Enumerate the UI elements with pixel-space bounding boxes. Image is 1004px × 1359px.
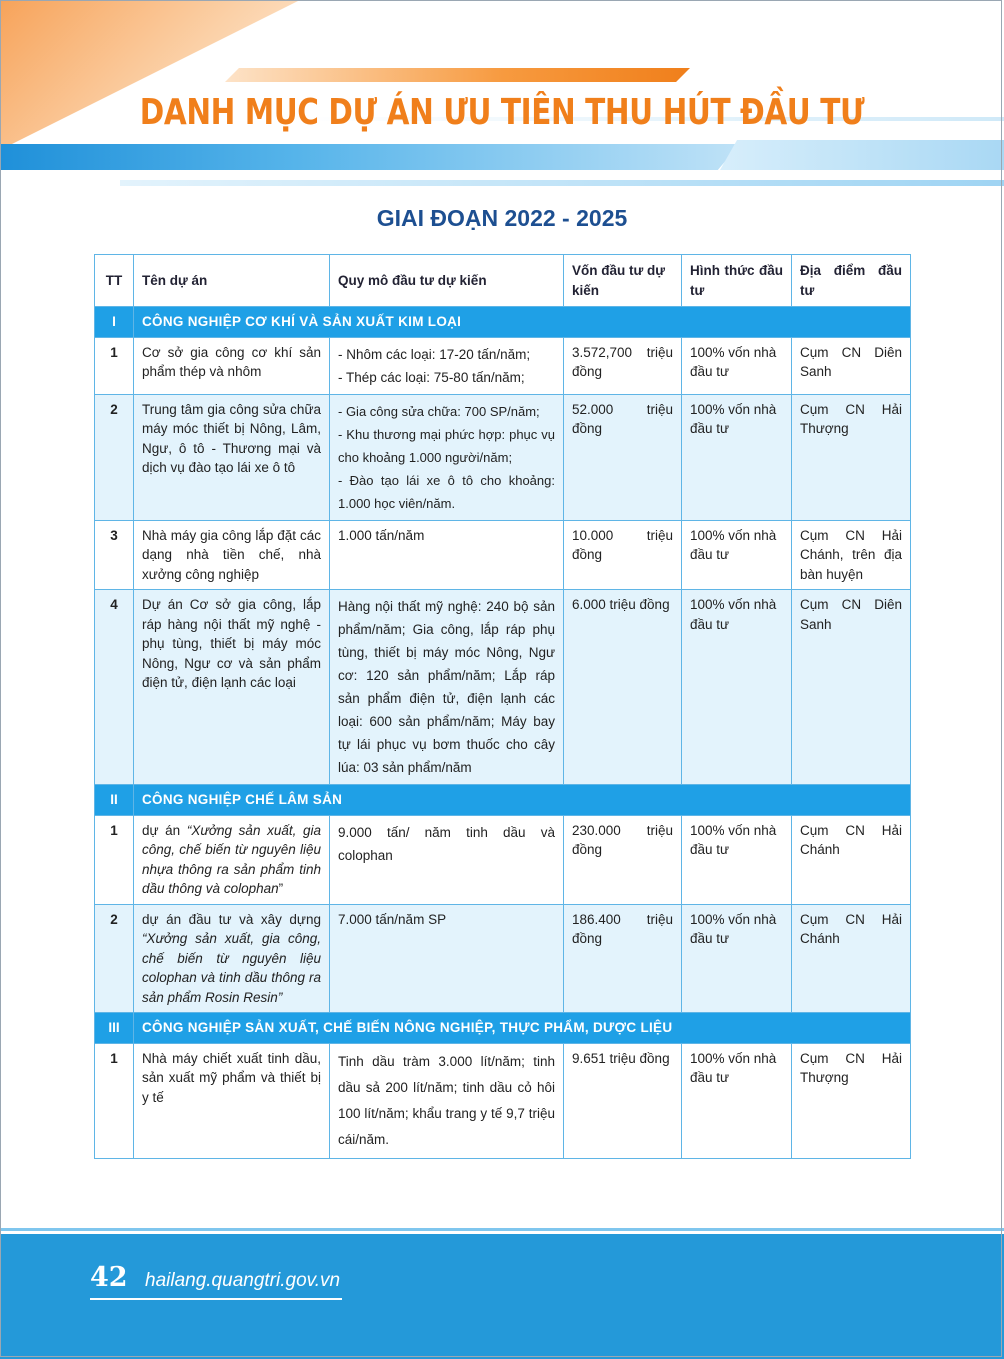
project-name-prefix: dự án đầu tư và xây dựng: [142, 911, 321, 927]
column-header-tt: TT: [95, 255, 134, 307]
project-form: 100% vốn nhà đầu tư: [682, 815, 792, 904]
row-number: 4: [95, 590, 134, 785]
project-scale: [330, 815, 564, 904]
table-row: [95, 337, 911, 394]
header-decoration-blue-bar-right: [720, 140, 1004, 170]
scale-line: - Nhôm các loại: 17-20 tấn/năm;: [338, 346, 531, 362]
column-header-capital: Vốn đầu tư dự kiến: [564, 255, 682, 307]
project-capital: 6.000 triệu đồng: [564, 590, 682, 785]
project-name: Cơ sở gia công cơ khí sản phẩm thép và nhôm: [134, 337, 330, 394]
page-subtitle: GIAI ĐOẠN 2022 - 2025: [376, 205, 628, 231]
table-row: [95, 1043, 911, 1158]
project-name-italic: “Xưởng sản xuất, gia công, chế biến từ nguyên liệu nhựa thông ra sản phẩm tinh dầu thông và colophan: [142, 822, 321, 896]
table-row: [95, 590, 911, 785]
table-header-row: [95, 255, 911, 307]
project-location: Cụm CN Hải Chánh, trên địa bàn huyện: [792, 520, 911, 590]
row-number: 2: [95, 394, 134, 520]
scale-line: Hàng nội thất mỹ nghệ: 240 bộ sản phẩm/năm; Gia công, lắp ráp phụ tùng, thiết bị máy móc Nông, Ngư cơ: 120 sản phẩm/năm; Lắp ráp sản phẩm điện tử, điện lạnh các loại: 600 sản phẩm/năm; Máy bay tự lái phục vụ bơm thuốc cho cây lúa: 03 sản phẩm/năm: [338, 599, 555, 775]
scale-line: 9.000 tấn/ năm tinh dầu và colophan: [338, 824, 555, 863]
scale-line: - Gia công sửa chữa: 700 SP/năm;: [338, 403, 540, 419]
project-location: Cụm CN Diên Sanh: [792, 337, 911, 394]
section-number: I: [95, 307, 134, 338]
page-number: 42: [90, 1262, 128, 1293]
project-form: 100% vốn nhà đầu tư: [682, 904, 792, 1013]
footer-divider: [0, 1228, 1004, 1231]
table-row: [95, 815, 911, 904]
table-row: [95, 394, 911, 520]
project-name-italic: “Xưởng sản xuất, gia công, chế biến từ nguyên liệu colophan và tinh dầu thông ra sản phẩm Rosin Resin”: [142, 931, 321, 1005]
project-scale: [330, 904, 564, 1013]
project-form: 100% vốn nhà đầu tư: [682, 590, 792, 785]
project-scale: [330, 590, 564, 785]
column-header-scale: Quy mô đầu tư dự kiến: [330, 255, 564, 307]
table-row: [95, 904, 911, 1013]
footer-underline: [90, 1298, 342, 1300]
column-header-form: Hình thức đầu tư: [682, 255, 792, 307]
project-location: Cụm CN Hải Thượng: [792, 394, 911, 520]
website-link[interactable]: hailang.quangtri.gov.vn: [145, 1270, 341, 1291]
section-label: CÔNG NGHIỆP CHẾ LÂM SẢN: [134, 785, 911, 816]
column-header-name: Tên dự án: [134, 255, 330, 307]
project-form: 100% vốn nhà đầu tư: [682, 520, 792, 590]
project-name-suffix: ”: [278, 881, 284, 896]
project-scale: [330, 520, 564, 590]
header-decoration-blue-bar: [0, 144, 740, 170]
project-capital: 186.400 triệu đồng: [564, 904, 682, 1013]
column-header-location: Địa điểm đầu tư: [792, 255, 911, 307]
project-name: Nhà máy gia công lắp đặt các dạng nhà tiền chế, nhà xưởng công nghiệp: [134, 520, 330, 590]
project-capital: 10.000 triệu đồng: [564, 520, 682, 590]
project-name: Trung tâm gia công sửa chữa máy móc thiết bị Nông, Lâm, Ngư, ô tô - Thương mại và dịch vụ đào tạo lái xe ô tô: [134, 394, 330, 520]
footer-band: [0, 1234, 1004, 1359]
header-decoration-thin-bar: [120, 180, 1004, 186]
project-form: 100% vốn nhà đầu tư: [682, 394, 792, 520]
project-scale: [330, 394, 564, 520]
header-decoration-orange-bar: [225, 68, 690, 82]
project-location: Cụm CN Hải Chánh: [792, 904, 911, 1013]
scale-line: - Khu thương mại phức hợp: phục vụ cho khoảng 1.000 người/năm;: [338, 426, 555, 465]
project-location: Cụm CN Hải Chánh: [792, 815, 911, 904]
section-label: CÔNG NGHIỆP CƠ KHÍ VÀ SẢN XUẤT KIM LOẠI: [134, 307, 911, 338]
project-table: [94, 254, 911, 1159]
section-label: CÔNG NGHIỆP SẢN XUẤT, CHẾ BIẾN NÔNG NGHIỆP, THỰC PHẨM, DƯỢC LIỆU: [134, 1013, 911, 1044]
row-number: 1: [95, 815, 134, 904]
project-capital: 9.651 triệu đồng: [564, 1043, 682, 1158]
project-name: [134, 815, 330, 904]
project-name: [134, 904, 330, 1013]
project-capital: 230.000 triệu đồng: [564, 815, 682, 904]
section-row: [95, 307, 911, 338]
project-capital: 52.000 triệu đồng: [564, 394, 682, 520]
project-name-prefix: dự án: [142, 822, 187, 838]
scale-line: Tinh dầu tràm 3.000 lít/năm; tinh dầu sả 200 lít/năm; tinh dầu cỏ hôi 100 lít/năm; khẩu trang y tế 9,7 triệu cái/năm.: [338, 1053, 555, 1147]
row-number: 1: [95, 337, 134, 394]
section-row: [95, 1013, 911, 1044]
project-capital: 3.572,700 triệu đồng: [564, 337, 682, 394]
project-scale: [330, 337, 564, 394]
row-number: 2: [95, 904, 134, 1013]
section-number: II: [95, 785, 134, 816]
project-name: Dự án Cơ sở gia công, lắp ráp hàng nội thất mỹ nghệ - phụ tùng, thiết bị máy móc Nông, Ngư cơ và sản phẩm điện tử, điện lạnh các loại: [134, 590, 330, 785]
project-location: Cụm CN Hải Thượng: [792, 1043, 911, 1158]
table-row: [95, 520, 911, 590]
project-name: Nhà máy chiết xuất tinh dầu, sản xuất mỹ phẩm và thiết bị y tế: [134, 1043, 330, 1158]
section-row: [95, 785, 911, 816]
scale-line: 7.000 tấn/năm SP: [338, 911, 447, 927]
project-form: 100% vốn nhà đầu tư: [682, 337, 792, 394]
scale-line: - Thép các loại: 75-80 tấn/năm;: [338, 369, 525, 385]
page-title: DANH MỤC DỰ ÁN ƯU TIÊN THU HÚT ĐẦU TƯ: [139, 92, 865, 133]
row-number: 1: [95, 1043, 134, 1158]
project-location: Cụm CN Diên Sanh: [792, 590, 911, 785]
row-number: 3: [95, 520, 134, 590]
project-form: 100% vốn nhà đầu tư: [682, 1043, 792, 1158]
section-number: III: [95, 1013, 134, 1044]
project-scale: [330, 1043, 564, 1158]
scale-line: - Đào tạo lái xe ô tô cho khoảng: 1.000 học viên/năm.: [338, 472, 555, 511]
scale-line: 1.000 tấn/năm: [338, 527, 425, 543]
